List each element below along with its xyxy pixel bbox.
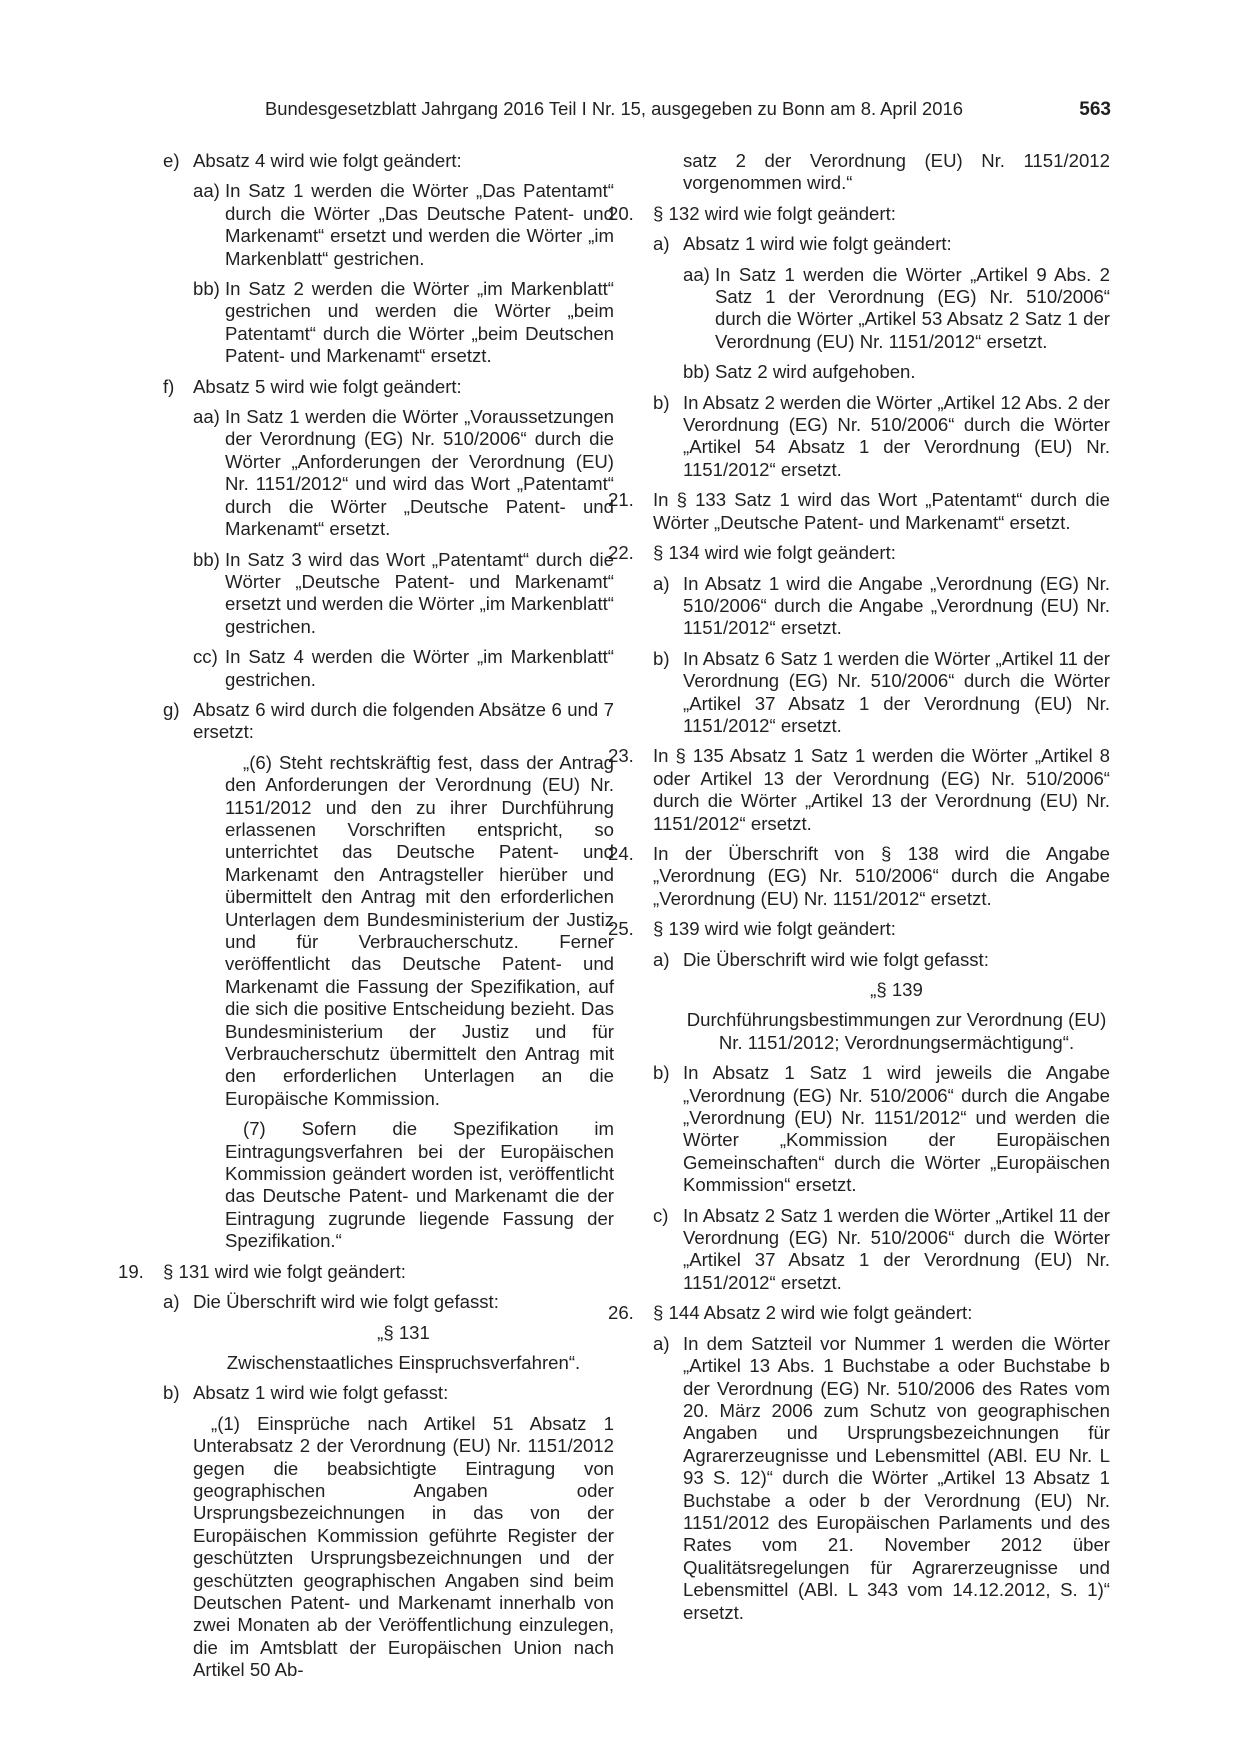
quoted-paragraph-7: (7) Sofern die Spezifikation im Eintragungsverfahren bei der Europäischen Kommission geändert worden ist, veröffentlicht das Deutsche Patent- und Markenamt die der Eintragung zugrunde liegende Fassung der Spezifikation.“ (225, 1118, 614, 1252)
item-text: § 132 wird wie folgt geändert: (653, 202, 896, 224)
item-label: bb) (193, 278, 220, 300)
item-text: § 131 wird wie folgt geändert: (163, 1260, 406, 1282)
item-label: a) (653, 1332, 670, 1354)
item-label: 19. (118, 1260, 144, 1282)
item-text: Satz 2 wird aufgehoben. (715, 361, 916, 383)
item-label: a) (163, 1291, 180, 1313)
list-item-25-a (653, 949, 1110, 971)
item-text: Absatz 4 wird wie folgt geändert: (193, 150, 462, 171)
list-item-f-bb (193, 549, 614, 639)
item-label: c) (653, 1204, 669, 1226)
item-label: aa) (193, 406, 220, 428)
list-item-20 (608, 202, 1110, 225)
item-label: g) (163, 698, 180, 720)
page-number: 563 (1079, 99, 1111, 120)
list-item-e (163, 150, 614, 172)
item-text: In dem Satzteil vor Nummer 1 werden die Wörter „Artikel 13 Abs. 1 Buchstabe a oder Buchstabe b der Verordnung (EG) Nr. 510/2006 des Rates vom 20. März 2006 zum Schutz von geographischen Angaben und Ursprungsbezeichnungen für Agrarerzeugnisse und Lebensmittel (ABl. EU Nr. L 93 S. 12)“ durch die Wörter „Artikel 13 Absatz 1 Buchstabe a oder b der Verordnung (EU) Nr. 1151/2012 des Europäischen Parlaments und des Rates vom 21. November 2012 über Qualitätsregelungen für Agrarerzeugnisse und Lebensmittel (ABl. L 343 vom 14.12.2012, S. 1)“ ersetzt. (683, 1332, 1110, 1623)
item-label: 20. (608, 202, 634, 224)
item-label: a) (653, 233, 670, 255)
left-column (118, 150, 614, 1690)
running-title: Bundesgesetzblatt Jahrgang 2016 Teil I Nr. 15, ausgegeben zu Bonn am 8. April 2016 (265, 98, 963, 119)
item-label: e) (163, 150, 180, 171)
item-text: In Satz 1 werden die Wörter „Das Patentamt“ durch die Wörter „Das Deutsche Patent- und Markenamt“ ersetzt und werden die Wörter „im Markenblatt“ gestrichen. (225, 180, 614, 269)
item-label: a) (653, 948, 670, 970)
section-heading: „§ 131 (377, 1321, 430, 1343)
item-text: In Satz 3 wird das Wort „Patentamt“ durch die Wörter „Deutsche Patent- und Markenamt“ ersetzt und werden die Wörter „im Markenblatt“ gestrichen. (225, 548, 614, 637)
item-label: b) (653, 1062, 670, 1084)
item-text: In Satz 1 werden die Wörter „Voraussetzungen der Verordnung (EG) Nr. 510/2006“ durch die Wörter „Anforderungen der Verordnung (EU) Nr. 1151/2012“ und wird das Wort „Patentamt“ durch die Wörter „Deutsche Patent- und Markenamt“ ersetzt. (225, 406, 614, 540)
item-text: § 134 wird wie folgt geändert: (653, 542, 896, 564)
list-item-20-a-bb (683, 361, 1110, 383)
item-label: b) (163, 1382, 180, 1404)
list-item-19-b (163, 1382, 614, 1404)
list-item-25 (608, 918, 1110, 940)
list-item-26-a (653, 1333, 1110, 1624)
list-item-20-a-aa (683, 264, 1110, 354)
item-label: aa) (683, 263, 710, 285)
item-text: In Satz 2 werden die Wörter „im Markenblatt“ gestrichen und werden die Wörter „beim Patentamt“ durch die Wörter „beim Deutschen Patent- und Markenamt“ ersetzt. (225, 278, 614, 367)
item-label: 21. (608, 489, 634, 511)
item-label: bb) (193, 548, 220, 570)
list-item-26 (608, 1302, 1110, 1324)
item-text: Die Überschrift wird wie folgt gefasst: (683, 948, 989, 970)
list-item-g (163, 699, 614, 744)
item-text: In Absatz 1 wird die Angabe „Verordnung (EG) Nr. 510/2006“ durch die Angabe „Verordnung (EU) Nr. 1151/2012“ ersetzt. (683, 572, 1110, 639)
item-text: In Absatz 2 Satz 1 werden die Wörter „Artikel 11 der Verordnung (EG) Nr. 510/2006“ durch die Wörter „Artikel 37 Absatz 1 der Verordnung (EU) Nr. 1151/2012“ ersetzt. (683, 1204, 1110, 1293)
list-item-22-a (653, 573, 1110, 640)
item-label: b) (653, 647, 670, 669)
item-text: Absatz 1 wird wie folgt gefasst: (193, 1382, 449, 1404)
list-item-20-a (653, 233, 1110, 255)
item-text: In Absatz 2 werden die Wörter „Artikel 12 Abs. 2 der Verordnung (EG) Nr. 510/2006“ durch die Wörter „Artikel 54 Absatz 1 der Verordnung (EU) Nr. 1151/2012“ ersetzt. (683, 391, 1110, 480)
item-label: f) (163, 375, 175, 397)
list-item-22-b (653, 648, 1110, 738)
list-item-25-c (653, 1205, 1110, 1295)
item-text: In Absatz 6 Satz 1 werden die Wörter „Artikel 11 der Verordnung (EG) Nr. 510/2006“ durch die Wörter „Artikel 37 Absatz 1 der Verordnung (EU) Nr. 1151/2012“ ersetzt. (683, 647, 1110, 736)
quoted-paragraph-6: „(6) Steht rechtskräftig fest, dass der Antrag den Anforderungen der Verordnung (EU) Nr. 1151/2012 und den zu ihrer Durchführung erlassenen Vorschriften entspricht, so unterrichtet das Deutsche Patent- und Markenamt den Antragsteller hierüber und übermittelt den Antrag mit den erforderlichen Unterlagen dem Bundesministerium der Justiz und für Verbraucherschutz. Ferner veröffentlicht das Deutsche Patent- und Markenamt die Fassung der Spezifikation, auf die sich die positive Entscheidung bezieht. Das Bundesministerium der Justiz und für Verbraucherschutz übermittelt den Antrag mit den erforderlichen Unterlagen an die Europäische Kommission. (225, 751, 614, 1109)
item-label: 22. (608, 542, 634, 564)
list-item-19-a (163, 1291, 614, 1313)
list-item-f-cc (193, 646, 614, 691)
item-text: In der Überschrift von § 138 wird die Angabe „Verordnung (EG) Nr. 510/2006“ durch die Angabe „Verordnung (EU) Nr. 1151/2012“ ersetzt. (653, 842, 1110, 909)
list-item-22 (608, 542, 1110, 564)
list-item-e-bb (193, 278, 614, 368)
item-text: § 139 wird wie folgt geändert: (653, 918, 896, 940)
list-item-19 (118, 1260, 614, 1283)
item-label: 25. (608, 918, 634, 940)
list-item-e-aa (193, 180, 614, 270)
item-label: 24. (608, 842, 634, 864)
section-heading: „§ 139 (870, 979, 923, 1000)
item-text: Die Überschrift wird wie folgt gefasst: (193, 1291, 499, 1313)
item-text: In § 133 Satz 1 wird das Wort „Patentamt“ durch die Wörter „Deutsche Patent- und Markenamt“ ersetzt. (653, 489, 1110, 533)
item-label: 23. (608, 745, 634, 767)
item-text: In § 135 Absatz 1 Satz 1 werden die Wörter „Artikel 8 oder Artikel 13 der Verordnung (EG) Nr. 510/2006“ durch die Wörter „Artikel 13 der Verordnung (EU) Nr. 1151/2012“ ersetzt. (653, 745, 1110, 834)
item-text: Absatz 1 wird wie folgt geändert: (683, 233, 952, 255)
section-title: Durchführungsbestimmungen zur Verordnung (EU) Nr. 1151/2012; Verordnungsermächtigung“. (686, 1009, 1107, 1053)
item-label: 26. (608, 1302, 634, 1324)
list-item-25-b (653, 1062, 1110, 1196)
list-item-23 (608, 745, 1110, 835)
item-text: In Satz 4 werden die Wörter „im Markenblatt“ gestrichen. (225, 646, 614, 690)
item-text: In Satz 1 werden die Wörter „Artikel 9 Abs. 2 Satz 1 der Verordnung (EG) Nr. 510/2006“ durch die Wörter „Artikel 53 Absatz 2 Satz 1 der Verordnung (EU) Nr. 1151/2012“ ersetzt. (715, 263, 1110, 352)
list-item-f (163, 376, 614, 398)
list-item-20-b (653, 392, 1110, 482)
item-label: b) (653, 391, 670, 413)
item-label: cc) (193, 646, 218, 668)
section-title: Zwischenstaatliches Einspruchsverfahren“. (226, 1351, 581, 1373)
item-label: bb) (683, 361, 710, 383)
list-item-24 (608, 842, 1110, 910)
item-label: a) (653, 572, 670, 594)
item-text: In Absatz 1 Satz 1 wird jeweils die Angabe „Verordnung (EG) Nr. 510/2006“ durch die Angabe „Verordnung (EU) Nr. 1151/2012“ und werden die Wörter „Kommission der Europäischen Gemeinschaften“ durch die Wörter „Europäischen Kommission“ ersetzt. (683, 1062, 1110, 1196)
item-text: § 144 Absatz 2 wird wie folgt geändert: (653, 1302, 973, 1324)
item-text: Absatz 6 wird durch die folgenden Absätze 6 und 7 ersetzt: (193, 698, 614, 743)
item-text: Absatz 5 wird wie folgt geändert: (193, 375, 462, 397)
list-item-f-aa (193, 406, 614, 540)
continued-text: satz 2 der Verordnung (EU) Nr. 1151/2012 vorgenommen wird.“ (683, 150, 1110, 194)
page-header (130, 98, 1111, 124)
item-label: aa) (193, 180, 220, 202)
list-item-21 (608, 489, 1110, 534)
quoted-paragraph-1: „(1) Einsprüche nach Artikel 51 Absatz 1 Unterabsatz 2 der Verordnung (EU) Nr. 1151/2012 gegen die beabsichtigte Eintragung von geographischen Angaben oder Ursprungsbezeichnungen in das von der Europäischen Kommission geführte Register der geschützten Ursprungsbezeichnungen und der geschützten geographischen Angaben sind beim Deutschen Patent- und Markenamt innerhalb von zwei Monaten ab der Veröffentlichung einzulegen, die im Amtsblatt der Europäischen Union nach Artikel 50 Ab- (193, 1412, 614, 1681)
right-column (608, 150, 1110, 1632)
